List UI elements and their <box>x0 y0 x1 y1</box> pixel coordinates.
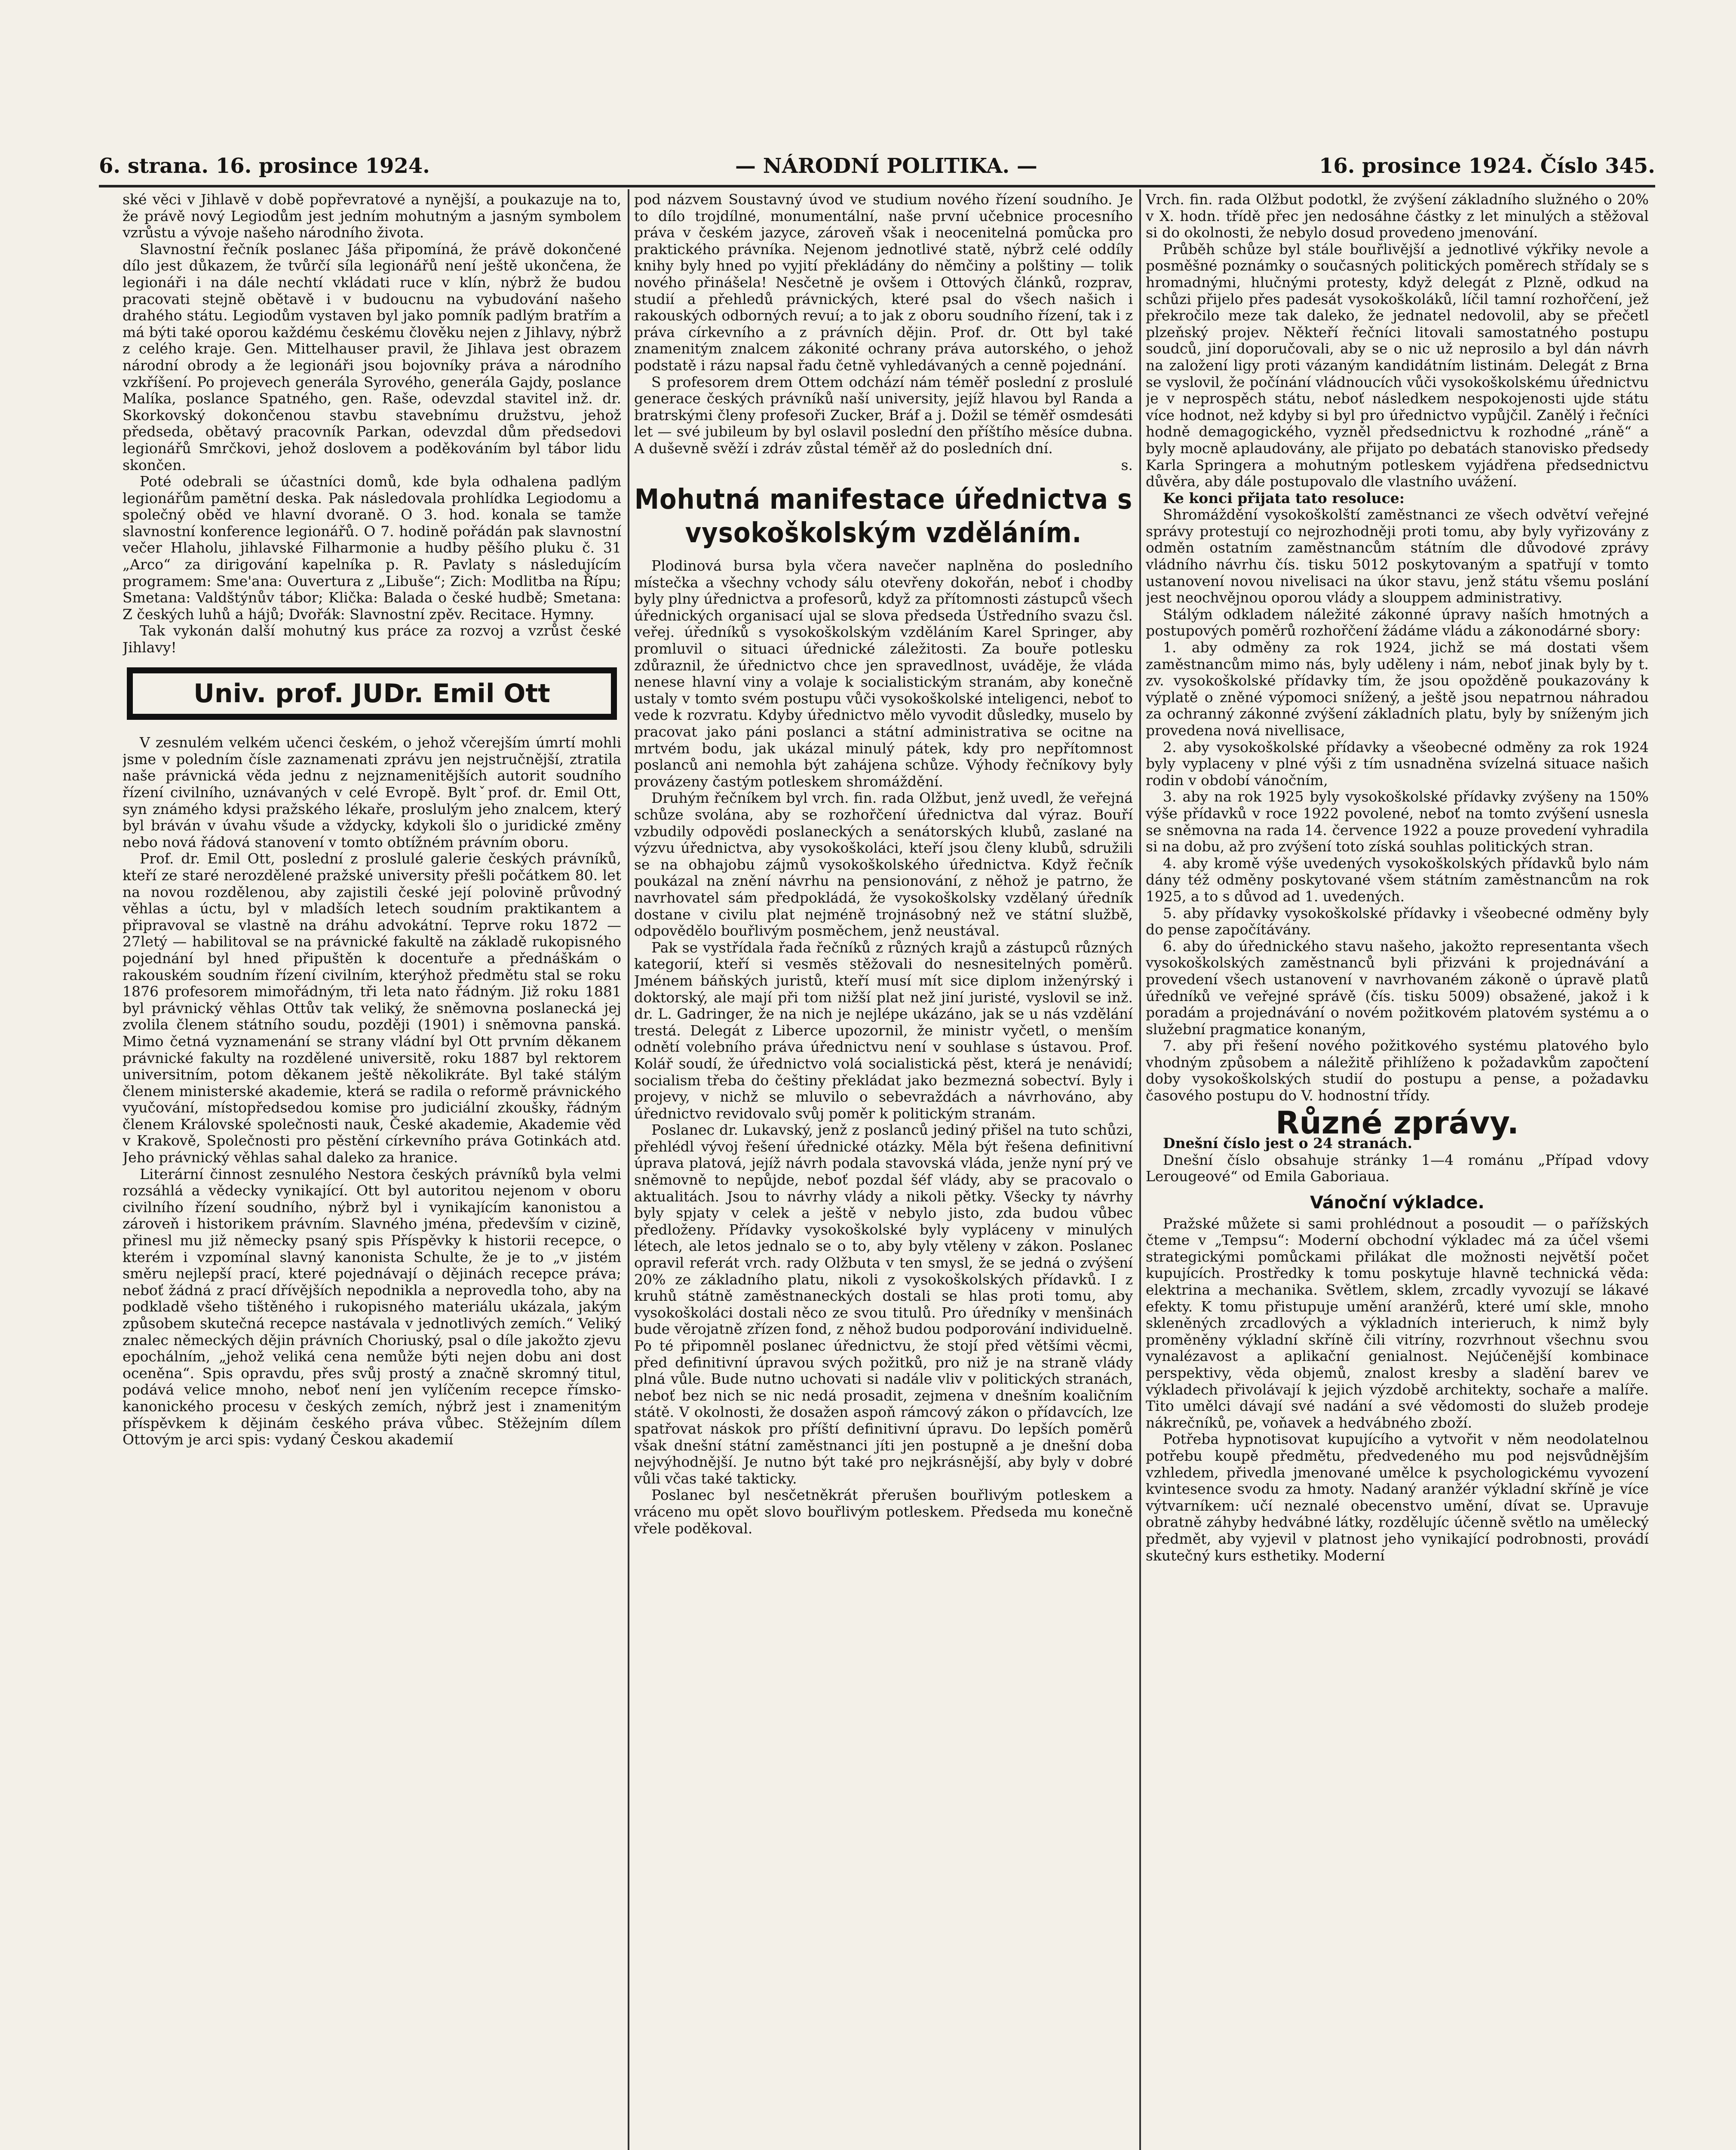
section-heading: Různé zprávy. <box>1276 1104 1519 1141</box>
article-headline: Mohutná manifestace úřednictva s vysokoškolským vzděláním. <box>634 484 1133 550</box>
article-subheading: Vánoční výkladce. <box>1310 1193 1484 1213</box>
column-1 <box>123 191 621 2150</box>
header-issue-info: 16. prosince 1924. Číslo 345. <box>1319 154 1655 178</box>
news-item: Dnešní číslo jest o 24 stranách. <box>1163 1135 1413 1152</box>
article-paragraph: Poslanec byl nesčetněkrát přerušen bouřlivým potleskem a vráceno mu opět slovo bouřlivým potleskem. Předseda mu konečně vřele poděkoval. <box>634 1487 1133 1537</box>
article-paragraph: Plodinová bursa byla včera navečer naplněna do posledního místečka a všechny vchody sálu otevřeny dokořán, neboť i chodby byly plny úřednictva a profesorů, když za přítomnosti zástupců všech úřednických organisací ujal se slova předseda Ústředního svazu čsl. veřej. úředníků s vysokoškolským vzděláním Karel Springer, aby promluvil o situaci úřednické záležitosti. Za bouře potlesku zdůraznil, že úřednictvo chce jen spravedlnost, uváděje, že vláda nenese hlavní viny a volaje k socialistickým stranám, aby konečně ustaly v tomto svém postupu vůči vysokoškolské inteligenci, neboť to vede k rozvratu. Kdyby úřednictvo mělo vyvodit důsledky, muselo by pracovat jako páni poslanci a státní administrativa se ocitne na mrtvém bodu, jak ukázal minulý pátek, kdy pro nepřítomnost poslanců ani nemohla být zahájena schůze. Výhody řečníkovy byly provázeny častým potleskem shromáždění. <box>634 557 1133 790</box>
article-paragraph: pod názvem Soustavný úvod ve studium nového řízení soudního. Je to dílo trojdílné, monumentální, naše první učebnice procesního práva v českém jazyce, zároveň však i neocenitelná pomůcka pro praktického právníka. Nejenom jednotlivé statě, nýbrž celé oddíly knihy byly hned po vyjití překládány do němčiny a polštiny — tolik nového přinášela! Nesčetně je ovšem i Ottových článků, rozprav, studií a přehledů právnických, které psal do všech našich i rakouských odborných revuí; a to jak z oboru soudního řízení, tak i z práva církevního a z právních dějin. Prof. dr. Ott byl také znamenitým znalcem zákonité ochrany práva autorského, o jehož podstatě i rázu napsal řadu četně vyhledávaných a cenně pojednání. <box>634 191 1133 374</box>
article-paragraph: Literární činnost zesnulého Nestora českých právníků byla velmi rozsáhlá a vědecky vynikající. Ott byl autoritou nejenom v oboru civilního řízení soudního, nýbrž byl i vynikajícím kanonistou a zároveň i historikem právním. Slavného jména, především v cizině, přinesl mu již německy psaný spis Příspěvky k historii recepce, o kterém i vzpomínal slavný kanonista Schulte, že je to „v jistém směru nejlepší prací, které pojednávají o dějinách recepce práva; neboť žádná z prací dřívějších nepodnikla a neprovedla toho, aby na podkladě všeho tištěného i rukopisného materiálu ukázala, jakým způsobem skutečná recepce nastávala v jednotlivých zemích.“ Veliký znalec německých dějin právních Choriuský, psal o díle jakožto zjevu epochálním, „jehož veliká cena nemůže býti nejen dobu ani dost oceněna“. Spis opravdu, přes svůj prostý a značně skromný titul, podává velice mnoho, neboť není jen vylíčením recepce římsko-kanonického procesu v českých zemích, nýbrž jest i znamenitým příspěvkem k dějinám českého práva vůbec. Stěžejním dílem Ottovým je arci spis: vydaný Českou akademií <box>123 1165 621 1448</box>
article-paragraph: Slavnostní řečník poslanec Jáša připomíná, že právě dokončené dílo jest důkazem, že tvůrčí síla legionářů není ještě ukončena, že legionáři i na dále nechtí vkládati ruce v klín, nýbrž že budou pracovati stejně obětavě i v budoucnu na vybudování našeho drahého státu. Legiodům vystaven byl jako pomník padlým bratřím a má býti také oporou každému českému člověku nejen z Jihlavy, nýbrž z celého kraje. Gen. Mittelhauser pravil, že Jihlava jest obrazem národní obrody a že legionáři jsou bojovníky práva a národního vzkříšení. Po projevech generála Syrového, generála Gajdy, poslance Malíka, poslance Spatného, gen. Raše, odevzdal stavitel inž. dr. Skorkovský dokončenou stavbu stavebnímu družstvu, jehož předseda, obětavý pracovník Parkan, odevzdal dům předsedovi legionářů Smrčkovi, jehož doslovem a poděkováním byl tábor lidu skončen. <box>123 240 621 473</box>
article-paragraph: Prof. dr. Emil Ott, poslední z proslulé galerie českých právníků, kteří ze staré nerozdělené pražské university přešli počátkem 80. let na novou rozdělenou, aby zajistili české její polovině průvodný věhlas a úctu, byl v mladších letech soudním praktikantem a připravoval se vlastně na dráhu advokátní. Teprve roku 1872 — 27letý — habilitoval se na právnické fakultě na základě rukopisného pojednání byl hned připuštěn k docentuře a přednáškám o rakouském soudním řízení civilním, kterýhož předmětu stal se roku 1876 profesorem mimořádným, tři leta nato řádným. Již roku 1881 byl právnický věhlas Ottův tak veliký, že sněmovna poslanecká jej zvolila členem státního soudu, později (1901) i sněmovna panská. Mimo četná vyznamenání se strany vládní byl Ott prvním děkanem právnické fakulty na rozdělené universitě, roku 1887 byl rektorem universitním, potom děkanem ještě několikráte. Byl také stálým členem ministerské akademie, která se radila o reformě právnického vyučování, místopředsedou komise pro judiciální zkoušky, řádným členem Královské společnosti nauk, České akademie, Akademie věd v Krakově, Společnosti pro pěstění církevního práva Gotinkách atd. Jeho právnický věhlas sahal daleko za hranice. <box>123 850 621 1166</box>
article-paragraph: Druhým řečníkem byl vrch. fin. rada Olžbut, jenž uvedl, že veřejná schůze svolána, aby se rozhořčení úřednictva dal výraz. Bouří vzbudily odpovědi poslaneckých a senátorských klubů, zaslané na výzvu úřednictva, aby vysokoškoláci, kteří jsou členy klubů, sdružili se na obhajobu zájmů vysokoškolského úřednictva. Když řečník poukázal na znění návrhu na pensionování, z něhož je patrno, že navrhovatel sám předpokládá, že vysokoškolsky vzdělaný úředník dostane v civilu plat nejméně trojnásobný než ve státní službě, odpovědělo bouřlivým posměchem, jenž neustával. <box>634 789 1133 940</box>
article-paragraph: Průběh schůze byl stále bouřlivější a jednotlivé výkřiky nevole a posměšné poznámky o současných politických poměrech střídaly se s hromadnými, hlučnými protesty, když delegát z Plzně, odkud na schůzi přijelo přes padesát vysokoškoláků, líčil tamní rozhořčení, jež překročilo meze tak daleko, že jednatel nedovolil, aby se přečetl plzeňský projev. Někteří řečníci litovali samostatného postupu soudců, jiní doporučovali, aby se o nic už neprosilo a byl dán návrh na založení ligy proti vázaným kandidátním listinám. Delegát z Brna se vyslovil, že počínání vládnoucích vůči vysokoškolskému úřednictvu je v neprospěch státu, neboť následkem nespokojenosti ujde státu více hodnot, než kdyby si byl pro úřednictvo vypůjčil. Zanělý i řečníci hodně demagogického, vyzněl předsednictvu k rozhodné „ráně“ a byly mocně aplaudovány, ale přijato po debatách stanovisko předsedy Karla Springera a mohutným potleskem vyjádřena předsednictvu důvěra, aby dále postupovalo dle vlastního uvážení. <box>1146 240 1649 490</box>
obituary-title: Univ. prof. JUDr. Emil Ott <box>193 678 550 709</box>
article-paragraph: Pražské můžete si sami prohlédnout a posoudit — o pařížských čteme v „Tempsu“: Moderní obchodní výkladec má za účel všemi strategickými pomůckami přilákat dle možnosti největší počet kupujících. Prostředky k tomu poskytuje hlavně technická věda: elektrina a mechanika. Světlem, sklem, zrcadly vyvozují se lákavé efekty. K tomu přistupuje umění aranžérů, které umí skle, mnoho skleněných zrcadlových a výkladních interieruch, k nimž byly proměněny výkladní skříně čili vitríny, rozvrhnout všechnu svou vynalézavost a aplikační genialnost. Nejúčenější kombinace perspektivy, věda objemů, znalost kresby a sladění barev ve výkladech přivolávají k jejich výzdobě architekty, sochaře a malíře. Tito umělci dávají své nadání a své vědomosti do služeb prodeje nákrečníků, pe, voňavek a hedvábného zboží. <box>1146 1215 1649 1431</box>
resolution-item: 7. aby při řešení nového požitkového systému platového bylo vhodným způsobem a náležitě přihlíženo k požadavkům započtení doby vysokoškolských studií do postupu a pense, a požadavku časového postupu do V. hodnostní třídy. <box>1146 1037 1649 1104</box>
article-paragraph: V zesnulém velkém učenci českém, o jehož včerejším úmrtí mohli jsme v poledním čísle zaznamenati zprávu jen nejstručnější, ztratila naše právnická věda jednu z nejznamenitějších autorit soudního řízení civilního, uznávaných v celé Evropě. Byltˇprof. dr. Emil Ott, syn známého kdysi pražského lékaře, proslulým jeho znalcem, který byl bráván v úvahu všude a vždycky, kdykoli šlo o juridické změny nebo nová řádová stanovení v tomto obtížném právním oboru. <box>123 734 621 851</box>
article-paragraph: Vrch. fin. rada Olžbut podotkl, že zvýšení základního služného o 20% v X. hodn. třídě přec jen nedosáhne částky z let minulých a stěžoval si do okolnosti, že nebylo dosud provedeno jmenování. <box>1146 191 1649 241</box>
author-signature: s. <box>1121 456 1133 473</box>
article-paragraph: S profesorem drem Ottem odchází nám téměř poslední z proslulé generace českých právníků naší university, jejíž hlavou byl Randa a bratrskými členy profesoři Zucker, Bráf a j. Dožil se téměř osmdesáti let — své jubileum by byl oslavil poslední den příštího měsíce dubna. A duševně svěží i zdráv zůstal téměř až do posledních dní. <box>634 373 1133 457</box>
column-2 <box>634 191 1133 2150</box>
column-3 <box>1146 191 1649 2150</box>
resolution-item: 2. aby vysokoškolské přídavky a všeobecné odměny za rok 1924 byly vyplaceny v plné výši z tím usnadněna svízelná situace našich rodin v období vánočním, <box>1146 738 1649 789</box>
article-paragraph: Pak se vystřídala řada řečníků z různých krajů a zástupců různých kategorií, kteří si vesměs stěžovali do nesnesitelných poměrů. Jménem báňských juristů, kteří musí mít sice diplom inženýrský i doktorský, ale mají při tom nižší plat než jiní juristé, vyslovil se inž. dr. L. Gadringer, že na nich je nejlépe ukázáno, jak se u nás vzdělání trestá. Delegát z Liberce upozornil, že ministr vyčetl, o menším odnětí volebního práva úřednictvu není v souhlase s ústavou. Prof. Kolář soudí, že úřednictvo volá socialistická pěst, která je nenávidí; socialism třeba do češtiny překládat jako bezmezná sobectví. Byly i projevy, v nichž se mluvilo o sebevraždách a návrhováno, aby úřednictvo revidovalo svůj poměr k politickým stranám. <box>634 939 1133 1122</box>
header-rule <box>99 185 1655 187</box>
article-paragraph: Stálým odkladem náležité zákonné úpravy naších hmotných a postupových poměrů rozhořčení žádáme vládu a zákonodárné sbory: <box>1146 605 1649 639</box>
resolution-item: 4. aby kromě výše uvedených vysokoškolských přídavků bylo nám dány též odměny poskytované všem státním zaměstnancům na rok 1925, a to s důvod ad 1. uvedených. <box>1146 854 1649 905</box>
resolution-item: 3. aby na rok 1925 byly vysokoškolské přídavky zvýšeny na 150% výše přídavků v roce 1922 povolené, neboť na tomto zvýšení usnesla se sněmovna na rada 14. července 1922 a pouze provedení vyhradila si na dobu, až pro zvýšení toto získá souhlas politických stran. <box>1146 788 1649 855</box>
header-masthead: — NÁRODNÍ POLITIKA. — <box>735 154 1037 178</box>
resolution-intro: Ke konci přijata tato resoluce: <box>1163 489 1405 507</box>
article-paragraph: ské věci v Jihlavě v době popřevratové a nynější, a poukazuje na to, že právě nový Legiodům jest jedním mohutným a jasným symbolem vzrůstu a vývoje našeho národního života. <box>123 191 621 241</box>
article-paragraph: Tak vykonán další mohutný kus práce za rozvoj a vzrůst české Jihlavy! <box>123 622 621 656</box>
article-paragraph: Shromáždění vysokoškolští zaměstnanci ze všech odvětví veřejné správy protestují co nejrozhodněji proti tomu, aby byly vyřizovány z odměn ostatním zaměstnancům státním dle důvodové zprávy vládního návrhu čís. tisku 5012 poskytovaným a spatřují v tomto ustanovení novou nivelisaci na úkor stavu, jenž státu všemu poslání jest neochvějnou oporou vlády a slouppem administrativy. <box>1146 506 1649 606</box>
page-header <box>99 150 1655 185</box>
article-paragraph: Poté odebrali se účastníci domů, kde byla odhalena padlým legionářům pamětní deska. Pak následovala prohlídka Legiodomu a společný oběd ve hlavní dvoraně. O 3. hod. konala se tamže slavnostní konference legionářů. O 7. hodině pořádán pak slavnostní večer Hlaholu, jihlavské Filharmonie a hudby pěšího pluku č. 31 „Arco“ za dirigování kapelníka p. R. Pavlaty s následujícím programem: Sme'ana: Ouvertura z „Libuše“; Zich: Modlitba na Řípu; Smetana: Valdštýnův tábor; Klička: Balada o české hudbě; Smetana: Z českých luhů a hájů; Dvořák: Slavnostní zpěv. Recitace. Hymny. <box>123 473 621 623</box>
resolution-item: 1. aby odměny za rok 1924, jichž se má dostati všem zaměstnancům mimo nás, byly uděleny i nám, neboť jinak byly by t. zv. vysokoškolské přídavky tím, že jsou opožděně poukazovány k výplatě o zněné výpomoci snížený, a ještě jsou nepatrnou náhradou za ochranný zákonné zvýšení základních platu, byly by sníženým jich provedena nová nivellisace, <box>1146 639 1649 739</box>
column-divider <box>628 189 629 2150</box>
resolution-item: 6. aby do úřednického stavu našeho, jakožto representanta všech vysokoškolských zaměstnanců byli přizváni k projednávání a provedení všech ustanovení v navrhovaném zákoně o úpravě platů úředníků ve veřejné správě (čís. tisku 5009) obsažené, jakož i k poradám a projednávání o novém požitkovém platovém systému a o služební pragmatice konaným, <box>1146 937 1649 1038</box>
column-divider <box>1139 189 1141 2150</box>
article-paragraph: Poslanec dr. Lukavský, jenž z poslanců jediný přišel na tuto schůzi, přehlédl vývoj řešení úřednické otázky. Měla být řešena definitivní úprava platová, jejíž návrh podala stavovská vláda, jenže nyní prý ve sněmovně to nepůjde, neboť pozdal šéf vlády, aby se pracovalo o aktualitách. Jsou to návrhy vlády a nikoli pětky. Všecky ty návrhy byly spjaty v celek a ještě v nebylo jisto, zda budou vůbec předloženy. Přídavky vysokoškolské byly vypláceny v minulých létech, ale letos jednalo se o to, aby byly vtěleny v zákon. Poslanec opravil referát vrch. rady Olžbuta v ten smysl, že se jedná o zvýšení 20% ze základního platu, nikoli z vysokoškolských přídavků. I z kruhů státně zaměstnaneckých dostali se hlas proti tomu, aby vysokoškoláci dostali něco ze svou titulů. Pro úředníky v menšinách bude věrojatně zřízen fond, z něhož budou podporování individuelně. Po té připomněl poslanec úřednictvu, že stojí před většími věcmi, před definitivní úpravou svých požitků, pro niž je na straně vlády plná vůle. Bude nutno uchovati si nadále vliv v politických stranách, neboť bez nich se nic nedá prosadit, zejmena v dnešním koaličním státě. V okolnosti, že dosažen aspoň rámcový zákon o přídavcích, lze spatřovat náskok pro příští definitivní úpravu. Do lepších poměrů však dnešní státní zaměstnanci jíti jen postupně a je dnešní doba nejvýhodnější. Je nutno být také pro nejkrásnější, aby byly v dobré vůli včas také takticky. <box>634 1121 1133 1487</box>
header-page-info: 6. strana. 16. prosince 1924. <box>99 154 430 178</box>
article-paragraph: Potřeba hypnotisovat kupujícího a vytvořit v něm neodolatelnou potřebu koupě předmětu, předvedeného mu pod nejsvůdnějším vzhledem, přivedla jmenované umělce k psychologickému vyvození kvintesence svodu za hmoty. Nadaný aranžér výkladní skříně je více výtvarníkem: učí neznalé obecenstvo umění, dívat se. Upravuje obratně záhyby hedvábné látky, rozdělujíc účenně světlo na umělecký předmět, aby vyjevil v platnost jeho vynikající podrobnosti, provádí skutečný kurs esthetiky. Moderní <box>1146 1431 1649 1564</box>
news-item: Dnešní číslo obsahuje stránky 1—4 románu „Případ vdovy Lerougeové“ od Emila Gaboriaua. <box>1146 1151 1649 1185</box>
resolution-item: 5. aby přídavky vysokoškolské přídavky i všeobecné odměny byly do pense započítávány. <box>1146 904 1649 938</box>
obituary-title-box <box>127 667 617 720</box>
